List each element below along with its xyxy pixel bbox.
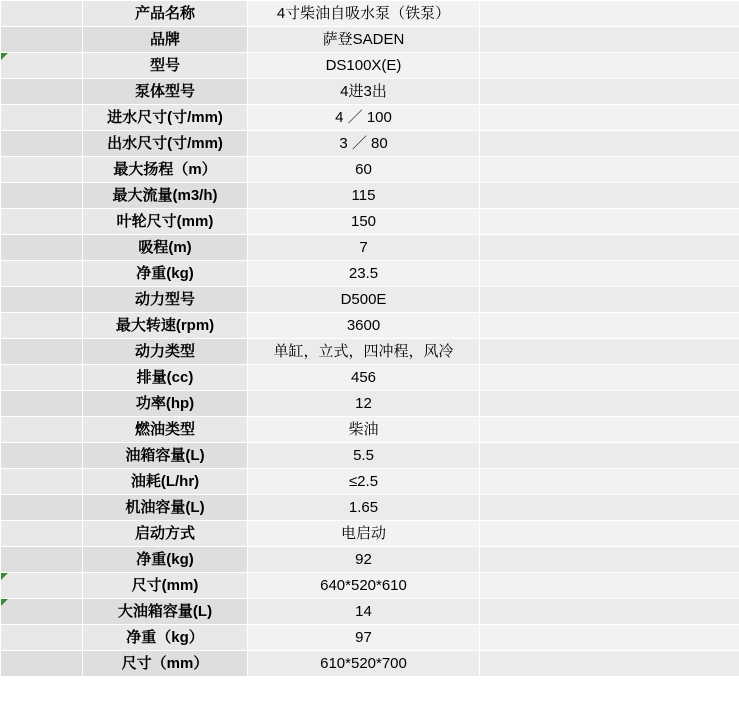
row-trailing-cell: [480, 651, 739, 677]
spec-label-cell: 最大扬程（m）: [83, 157, 248, 183]
row-trailing-cell: [480, 27, 739, 53]
row-gutter-cell: [1, 651, 83, 677]
spec-value-cell: D500E: [248, 287, 480, 313]
row-gutter-cell: [1, 105, 83, 131]
spec-value-cell: ≤2.5: [248, 469, 480, 495]
table-row: [1, 495, 739, 521]
empty-cell: [83, 677, 248, 703]
row-gutter-cell: [1, 157, 83, 183]
spec-label-cell: 动力类型: [83, 339, 248, 365]
table-row: [1, 599, 739, 625]
spec-value-cell: 电启动: [248, 521, 480, 547]
row-gutter-cell: [1, 209, 83, 235]
spec-label-cell: 排量(cc): [83, 365, 248, 391]
spec-label-cell: 泵体型号: [83, 79, 248, 105]
row-trailing-cell: [480, 105, 739, 131]
row-trailing-cell: [480, 625, 739, 651]
spec-label-cell: 大油箱容量(L): [83, 599, 248, 625]
row-trailing-cell: [480, 443, 739, 469]
spec-value-cell: 4进3出: [248, 79, 480, 105]
spec-label-cell: 尺寸（mm）: [83, 651, 248, 677]
table-row: [1, 573, 739, 599]
spec-label-cell: 产品名称: [83, 1, 248, 27]
row-trailing-cell: [480, 469, 739, 495]
row-gutter-cell: [1, 79, 83, 105]
table-row: [1, 1, 739, 27]
row-gutter-cell: [1, 1, 83, 27]
spec-label-cell: 净重(kg): [83, 547, 248, 573]
row-trailing-cell: [480, 183, 739, 209]
row-gutter-cell: [1, 469, 83, 495]
spec-label-cell: 油耗(L/hr): [83, 469, 248, 495]
row-gutter-cell: [1, 625, 83, 651]
row-trailing-cell: [480, 313, 739, 339]
table-row: [1, 287, 739, 313]
spec-label-cell: 功率(hp): [83, 391, 248, 417]
table-row: [1, 547, 739, 573]
spec-label-cell: 尺寸(mm): [83, 573, 248, 599]
spec-value-cell: 萨登SADEN: [248, 27, 480, 53]
row-trailing-cell: [480, 391, 739, 417]
table-row: [1, 157, 739, 183]
spec-label-cell: 机油容量(L): [83, 495, 248, 521]
spec-value-cell: 23.5: [248, 261, 480, 287]
spec-value-cell: 3600: [248, 313, 480, 339]
spec-table-body: [1, 1, 739, 703]
row-gutter-cell: [1, 391, 83, 417]
row-gutter-cell: [1, 261, 83, 287]
spec-value-cell: 456: [248, 365, 480, 391]
spec-label-cell: 进水尺寸(寸/mm): [83, 105, 248, 131]
spec-value-cell: 150: [248, 209, 480, 235]
spec-label-cell: 最大转速(rpm): [83, 313, 248, 339]
empty-cell: [480, 677, 739, 703]
table-row: [1, 105, 739, 131]
row-gutter-cell: [1, 547, 83, 573]
row-trailing-cell: [480, 209, 739, 235]
spec-label-cell: 净重（kg）: [83, 625, 248, 651]
spec-value-cell: 12: [248, 391, 480, 417]
spec-value-cell: 4寸柴油自吸水泵（铁泵）: [248, 1, 480, 27]
row-trailing-cell: [480, 131, 739, 157]
table-row: [1, 417, 739, 443]
table-row: [1, 235, 739, 261]
spec-label-cell: 动力型号: [83, 287, 248, 313]
spec-value-cell: 5.5: [248, 443, 480, 469]
row-trailing-cell: [480, 79, 739, 105]
table-row: [1, 27, 739, 53]
spec-value-cell: 7: [248, 235, 480, 261]
spec-value-cell: 4 ／ 100: [248, 105, 480, 131]
row-trailing-cell: [480, 287, 739, 313]
spec-label-cell: 净重(kg): [83, 261, 248, 287]
row-trailing-cell: [480, 53, 739, 79]
spec-value-cell: 92: [248, 547, 480, 573]
row-gutter-cell: [1, 495, 83, 521]
row-gutter-cell: [1, 313, 83, 339]
row-trailing-cell: [480, 365, 739, 391]
table-row: [1, 209, 739, 235]
spec-label-cell: 型号: [83, 53, 248, 79]
spec-value-cell: 97: [248, 625, 480, 651]
table-row: [1, 391, 739, 417]
row-trailing-cell: [480, 417, 739, 443]
spec-label-cell: 启动方式: [83, 521, 248, 547]
row-gutter-cell: [1, 287, 83, 313]
row-trailing-cell: [480, 599, 739, 625]
spec-value-cell: 115: [248, 183, 480, 209]
spec-value-cell: 3 ／ 80: [248, 131, 480, 157]
table-row: [1, 339, 739, 365]
row-trailing-cell: [480, 157, 739, 183]
row-trailing-cell: [480, 495, 739, 521]
table-row: [1, 625, 739, 651]
empty-cell: [248, 677, 480, 703]
row-trailing-cell: [480, 235, 739, 261]
row-gutter-cell: [1, 27, 83, 53]
row-trailing-cell: [480, 1, 739, 27]
table-row: [1, 651, 739, 677]
row-gutter-cell: [1, 131, 83, 157]
spec-label-cell: 油箱容量(L): [83, 443, 248, 469]
row-gutter-cell: [1, 183, 83, 209]
table-row: [1, 313, 739, 339]
spec-value-cell: DS100X(E): [248, 53, 480, 79]
row-trailing-cell: [480, 547, 739, 573]
row-gutter-cell: [1, 573, 83, 599]
spec-label-cell: 燃油类型: [83, 417, 248, 443]
table-row: [1, 443, 739, 469]
spec-value-cell: 14: [248, 599, 480, 625]
table-row: [1, 79, 739, 105]
row-gutter-cell: [1, 599, 83, 625]
table-row: [1, 365, 739, 391]
row-trailing-cell: [480, 261, 739, 287]
row-trailing-cell: [480, 339, 739, 365]
spec-value-cell: 1.65: [248, 495, 480, 521]
row-trailing-cell: [480, 521, 739, 547]
table-row: [1, 521, 739, 547]
spec-value-cell: 柴油: [248, 417, 480, 443]
empty-cell: [1, 677, 83, 703]
spec-label-cell: 叶轮尺寸(mm): [83, 209, 248, 235]
spec-value-cell: 单缸，立式，四冲程，风冷: [248, 339, 480, 365]
spec-label-cell: 最大流量(m3/h): [83, 183, 248, 209]
table-row-empty: [1, 677, 739, 703]
spec-value-cell: 640*520*610: [248, 573, 480, 599]
row-trailing-cell: [480, 573, 739, 599]
table-row: [1, 261, 739, 287]
spec-label-cell: 品牌: [83, 27, 248, 53]
row-gutter-cell: [1, 521, 83, 547]
table-row: [1, 183, 739, 209]
row-gutter-cell: [1, 365, 83, 391]
spec-value-cell: 610*520*700: [248, 651, 480, 677]
spec-value-cell: 60: [248, 157, 480, 183]
row-gutter-cell: [1, 339, 83, 365]
spec-label-cell: 出水尺寸(寸/mm): [83, 131, 248, 157]
table-row: [1, 469, 739, 495]
row-gutter-cell: [1, 443, 83, 469]
row-gutter-cell: [1, 53, 83, 79]
row-gutter-cell: [1, 417, 83, 443]
table-row: [1, 131, 739, 157]
spec-label-cell: 吸程(m): [83, 235, 248, 261]
row-gutter-cell: [1, 235, 83, 261]
table-row: [1, 53, 739, 79]
